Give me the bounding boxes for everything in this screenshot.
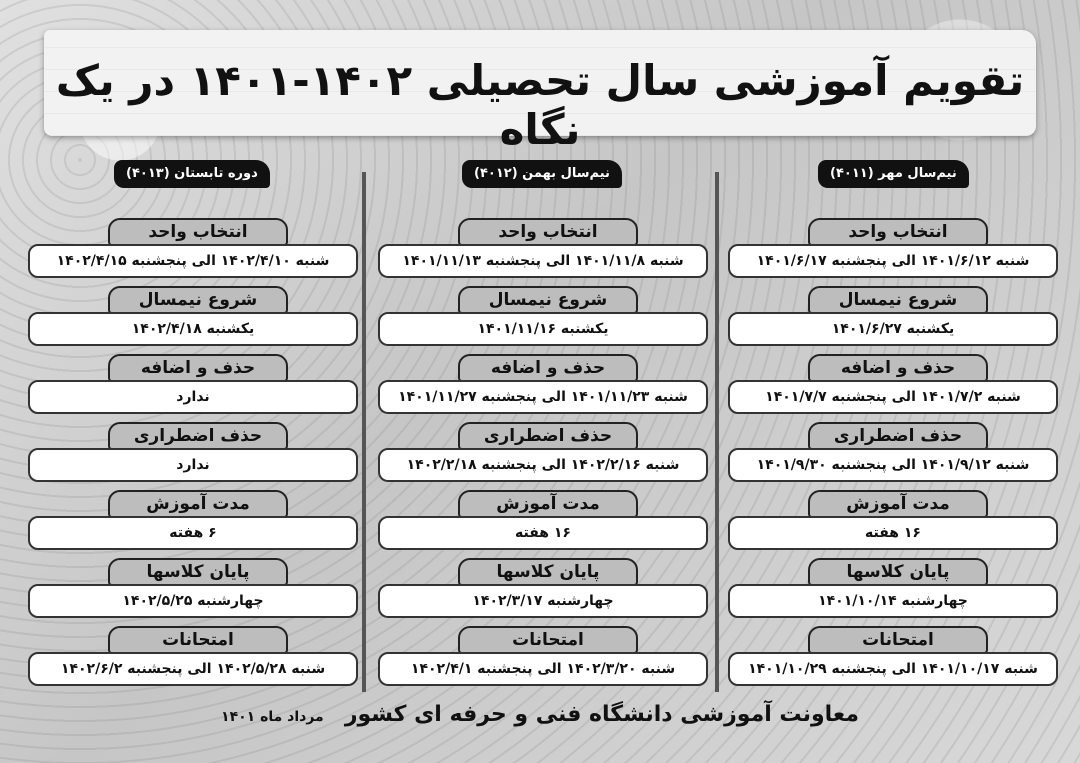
section-classes-end	[378, 558, 708, 624]
section-label: شروع نیمسال	[808, 286, 988, 314]
section-label: امتحانات	[108, 626, 288, 654]
section-exams	[728, 626, 1058, 692]
section-course-selection	[378, 218, 708, 284]
section-label: مدت آموزش	[108, 490, 288, 518]
section-emergency-drop	[728, 422, 1058, 488]
section-value: شنبه ۱۴۰۲/۳/۲۰ الی پنجشنبه ۱۴۰۲/۴/۱	[378, 652, 708, 686]
section-label: حذف و اضافه	[458, 354, 638, 382]
section-label: حذف و اضافه	[108, 354, 288, 382]
section-label: پایان کلاسها	[808, 558, 988, 586]
section-label: انتخاب واحد	[808, 218, 988, 246]
section-value: شنبه ۱۴۰۱/۷/۲ الی پنجشنبه ۱۴۰۱/۷/۷	[728, 380, 1058, 414]
section-value: شنبه ۱۴۰۲/۴/۱۰ الی پنجشنبه ۱۴۰۲/۴/۱۵	[28, 244, 358, 278]
footer	[0, 702, 1080, 742]
section-add-drop	[28, 354, 358, 420]
section-label: حذف اضطراری	[108, 422, 288, 450]
section-value: ندارد	[28, 448, 358, 482]
section-label: مدت آموزش	[808, 490, 988, 518]
section-value: چهارشنبه ۱۴۰۱/۱۰/۱۴	[728, 584, 1058, 618]
section-add-drop	[378, 354, 708, 420]
section-value: ندارد	[28, 380, 358, 414]
section-label: مدت آموزش	[458, 490, 638, 518]
section-emergency-drop	[378, 422, 708, 488]
section-label: حذف اضطراری	[808, 422, 988, 450]
section-value: یکشنبه ۱۴۰۱/۶/۲۷	[728, 312, 1058, 346]
section-value: شنبه ۱۴۰۲/۵/۲۸ الی پنجشنبه ۱۴۰۲/۶/۲	[28, 652, 358, 686]
section-label: حذف اضطراری	[458, 422, 638, 450]
section-value: یکشنبه ۱۴۰۲/۴/۱۸	[28, 312, 358, 346]
section-value: ۶ هفته	[28, 516, 358, 550]
section-exams	[28, 626, 358, 692]
section-label: انتخاب واحد	[108, 218, 288, 246]
section-classes-end	[28, 558, 358, 624]
column-header: دوره تابستان (۴۰۱۳)	[114, 160, 270, 188]
section-label: حذف و اضافه	[808, 354, 988, 382]
section-value: ۱۶ هفته	[378, 516, 708, 550]
footer-organization: معاونت آموزشی دانشگاه فنی و حرفه ای کشور	[344, 702, 859, 727]
column-header: نیم‌سال مهر (۴۰۱۱)	[818, 160, 969, 188]
footer-date: مرداد ماه ۱۴۰۱	[221, 709, 324, 725]
section-label: پایان کلاسها	[458, 558, 638, 586]
section-course-selection	[28, 218, 358, 284]
section-value: شنبه ۱۴۰۲/۲/۱۶ الی پنجشنبه ۱۴۰۲/۲/۱۸	[378, 448, 708, 482]
page-title: تقویم آموزشی سال تحصیلی ۱۴۰۲-۱۴۰۱ در یک نگاه	[55, 56, 1025, 154]
section-value: چهارشنبه ۱۴۰۲/۵/۲۵	[28, 584, 358, 618]
section-duration	[28, 490, 358, 556]
section-semester-start	[28, 286, 358, 352]
section-classes-end	[728, 558, 1058, 624]
section-value: شنبه ۱۴۰۱/۶/۱۲ الی پنجشنبه ۱۴۰۱/۶/۱۷	[728, 244, 1058, 278]
section-duration	[728, 490, 1058, 556]
section-label: شروع نیمسال	[108, 286, 288, 314]
section-semester-start	[728, 286, 1058, 352]
section-exams	[378, 626, 708, 692]
section-value: شنبه ۱۴۰۱/۹/۱۲ الی پنجشنبه ۱۴۰۱/۹/۳۰	[728, 448, 1058, 482]
section-course-selection	[728, 218, 1058, 284]
section-label: شروع نیمسال	[458, 286, 638, 314]
section-label: امتحانات	[808, 626, 988, 654]
section-label: امتحانات	[458, 626, 638, 654]
section-emergency-drop	[28, 422, 358, 488]
section-add-drop	[728, 354, 1058, 420]
column-header: نیم‌سال بهمن (۴۰۱۲)	[462, 160, 622, 188]
column-divider	[362, 172, 366, 692]
section-value: یکشنبه ۱۴۰۱/۱۱/۱۶	[378, 312, 708, 346]
section-value: شنبه ۱۴۰۱/۱۰/۱۷ الی پنجشنبه ۱۴۰۱/۱۰/۲۹	[728, 652, 1058, 686]
section-value: چهارشنبه ۱۴۰۲/۳/۱۷	[378, 584, 708, 618]
column-divider	[715, 172, 719, 692]
section-label: انتخاب واحد	[458, 218, 638, 246]
section-duration	[378, 490, 708, 556]
title-banner	[44, 30, 1036, 154]
section-label: پایان کلاسها	[108, 558, 288, 586]
section-semester-start	[378, 286, 708, 352]
section-value: شنبه ۱۴۰۱/۱۱/۲۳ الی پنجشنبه ۱۴۰۱/۱۱/۲۷	[378, 380, 708, 414]
section-value: ۱۶ هفته	[728, 516, 1058, 550]
section-value: شنبه ۱۴۰۱/۱۱/۸ الی پنجشنبه ۱۴۰۱/۱۱/۱۳	[378, 244, 708, 278]
